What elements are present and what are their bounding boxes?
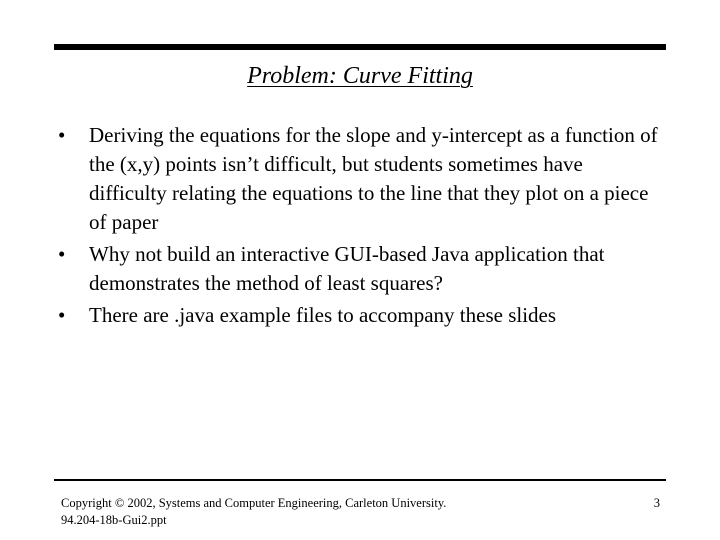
- bullet-list: [58, 121, 662, 333]
- bullet-text: Deriving the equations for the slope and y-intercept as a function of the (x,y) points isn’t difficult, but students sometimes have difficulty relating the equations to the line that they plot on a piece of paper: [89, 123, 658, 234]
- bullet-item: [58, 240, 662, 298]
- bullet-text: Why not build an interactive GUI-based Java application that demonstrates the method of least squares?: [89, 242, 605, 295]
- bullet-item: [58, 121, 662, 237]
- bullet-icon: •: [58, 303, 66, 327]
- top-rule: [54, 44, 666, 50]
- footer-rule: [54, 479, 666, 481]
- slide-title: Problem: Curve Fitting: [247, 63, 473, 89]
- bullet-text: There are .java example files to accompany these slides: [89, 303, 557, 327]
- footer-copyright: Copyright © 2002, Systems and Computer Engineering, Carleton University. 94.204-18b-Gui2.ppt: [61, 496, 447, 527]
- bullet-icon: •: [58, 123, 66, 147]
- bullet-icon: •: [58, 242, 66, 266]
- bullet-item: [58, 301, 662, 330]
- page-number: 3: [653, 496, 660, 510]
